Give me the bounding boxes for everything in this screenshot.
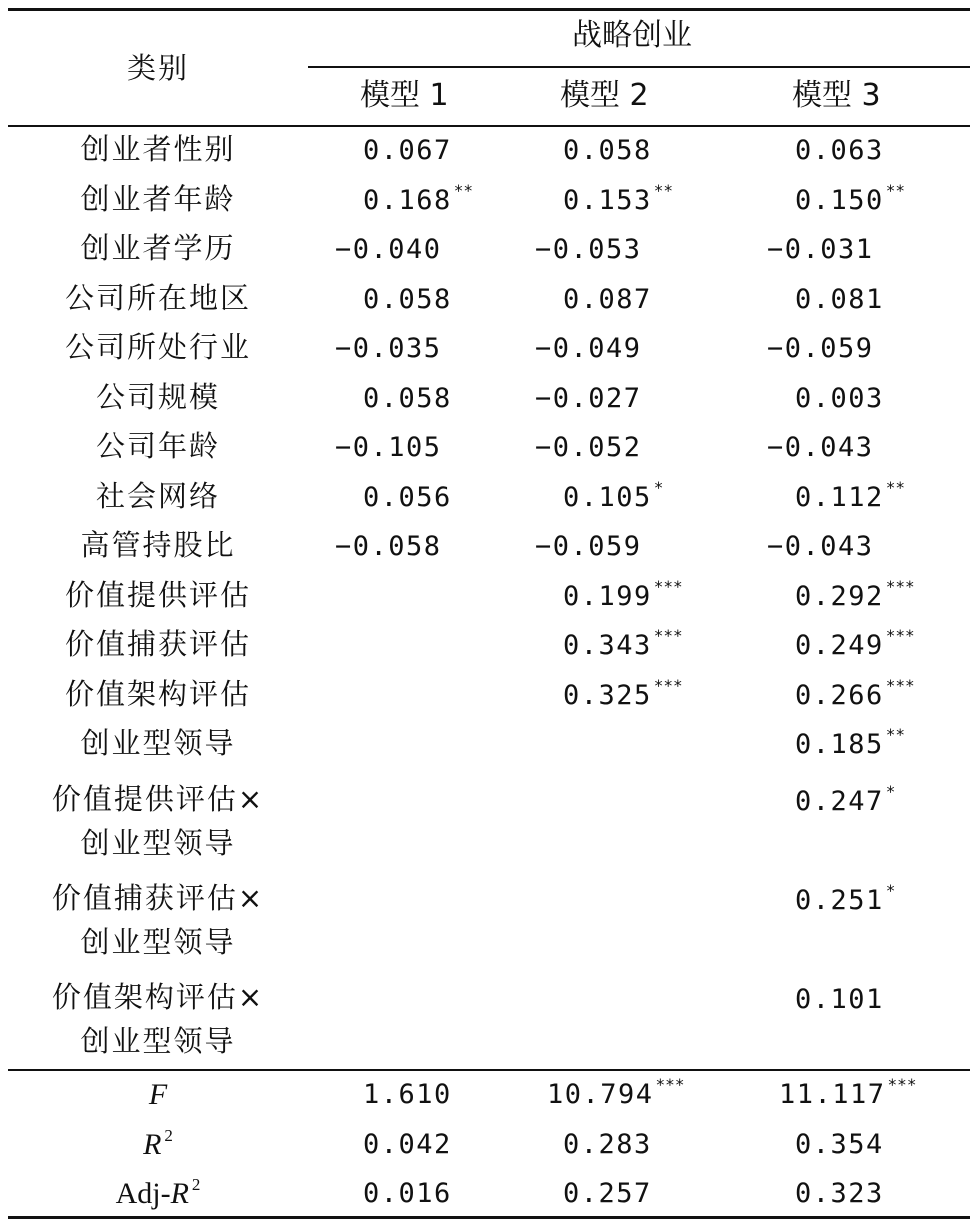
coefficient-value: 0.058 — [363, 383, 452, 414]
coefficient-value: −0.040 — [335, 234, 442, 265]
table-cell — [363, 381, 452, 417]
coefficient-value: 0.354 — [795, 1129, 884, 1160]
table-cell — [535, 381, 642, 417]
table-cell — [767, 232, 874, 268]
coefficient-value: 0.081 — [795, 284, 884, 315]
table-cell — [363, 480, 452, 516]
coefficient-value: 0.266 — [795, 680, 884, 711]
table-cell — [335, 529, 442, 565]
coefficient-value: −0.027 — [535, 383, 642, 414]
coefficient-value: 0.292 — [795, 581, 884, 612]
group-rule — [308, 66, 970, 68]
row-label: 公司所处行业 — [64, 330, 251, 364]
row-label: 高管持股比 — [80, 528, 236, 562]
coefficient-value: −0.105 — [335, 432, 442, 463]
coefficient-value: −0.053 — [535, 234, 642, 265]
coefficient-value: −0.031 — [767, 234, 874, 265]
stat-label — [8, 1126, 308, 1167]
significance-marker: * — [653, 478, 664, 497]
significance-marker: ** — [885, 181, 906, 200]
table-cell — [535, 430, 642, 466]
table-cell — [795, 883, 895, 922]
stats-rule — [8, 1069, 970, 1071]
coefficient-value: 0.063 — [795, 135, 884, 166]
coefficient-value: 0.185 — [795, 729, 884, 760]
significance-marker: *** — [885, 577, 915, 596]
model-1-header: 模型 1 — [360, 78, 449, 113]
stat-cell — [779, 1077, 916, 1116]
coefficient-value: 0.003 — [795, 383, 884, 414]
table-cell — [335, 232, 442, 268]
coefficient-value: 0.058 — [563, 135, 652, 166]
row-label: 公司年龄 — [95, 429, 220, 463]
stat-label — [8, 1175, 308, 1216]
coefficient-value: −0.059 — [535, 531, 642, 562]
bottom-rule — [8, 1216, 970, 1219]
table-cell — [795, 480, 905, 519]
coefficient-value: 0.042 — [363, 1129, 452, 1160]
row-label: 社会网络 — [95, 479, 220, 513]
table-cell — [795, 784, 895, 823]
stat-superscript: 2 — [164, 1126, 173, 1145]
table-cell — [767, 331, 874, 367]
table-cell — [535, 331, 642, 367]
stat-cell — [363, 1176, 452, 1212]
header-bottom-rule — [8, 125, 970, 127]
coefficient-value: 0.199 — [563, 581, 652, 612]
stat-symbol: F — [148, 1078, 168, 1111]
coefficient-value: −0.058 — [335, 531, 442, 562]
table-cell — [795, 628, 915, 667]
coefficient-value: 10.794 — [547, 1079, 654, 1110]
row-label: 创业型领导 — [80, 1024, 236, 1058]
coefficient-value: 0.323 — [795, 1178, 884, 1209]
coefficient-value: 0.016 — [363, 1178, 452, 1209]
row-label: 创业型领导 — [80, 826, 236, 860]
stat-cell — [563, 1127, 652, 1163]
coefficient-value: −0.043 — [767, 432, 874, 463]
row-label: 创业型领导 — [80, 925, 236, 959]
row-label: 价值捕获评估× — [51, 881, 265, 915]
stat-symbol: R — [143, 1128, 162, 1161]
stat-label — [8, 1076, 308, 1113]
significance-marker: *** — [885, 626, 915, 645]
significance-marker: *** — [885, 676, 915, 695]
table-cell — [795, 381, 884, 417]
table-cell — [363, 133, 452, 169]
coefficient-value: 0.067 — [363, 135, 452, 166]
table-cell — [795, 183, 905, 222]
stat-prefix: Adj- — [115, 1177, 171, 1210]
row-label: 价值捕获评估 — [64, 627, 251, 661]
row-label: 价值提供评估× — [51, 782, 265, 816]
table-cell — [795, 982, 884, 1018]
table-cell — [335, 331, 442, 367]
table-cell — [363, 183, 473, 222]
table-cell — [795, 727, 905, 766]
coefficient-value: 0.257 — [563, 1178, 652, 1209]
table-cell — [563, 480, 663, 519]
table-cell — [795, 678, 915, 717]
coefficient-value: −0.052 — [535, 432, 642, 463]
stat-superscript: 2 — [191, 1175, 201, 1194]
table-cell — [795, 282, 884, 318]
significance-marker: *** — [887, 1075, 917, 1094]
coefficient-value: 0.247 — [795, 786, 884, 817]
model-3-header: 模型 3 — [792, 78, 881, 113]
row-label: 创业者性别 — [80, 132, 236, 166]
table-cell — [535, 232, 642, 268]
significance-marker: ** — [653, 181, 674, 200]
stat-cell — [547, 1077, 684, 1116]
coefficient-value: 11.117 — [779, 1079, 886, 1110]
significance-marker: *** — [653, 676, 683, 695]
significance-marker: *** — [653, 626, 683, 645]
significance-marker: * — [885, 881, 896, 900]
coefficient-value: 0.112 — [795, 482, 884, 513]
coefficient-value: 1.610 — [363, 1079, 452, 1110]
table-cell — [535, 529, 642, 565]
stat-cell — [795, 1176, 884, 1212]
coefficient-value: 0.101 — [795, 984, 884, 1015]
row-label: 创业者年龄 — [80, 182, 236, 216]
coefficient-value: 0.105 — [563, 482, 652, 513]
top-rule — [8, 8, 970, 11]
table-cell — [563, 579, 683, 618]
coefficient-value: −0.059 — [767, 333, 874, 364]
stat-cell — [363, 1127, 452, 1163]
table-cell — [363, 282, 452, 318]
row-header: 类别 — [126, 51, 189, 85]
coefficient-value: 0.058 — [363, 284, 452, 315]
row-label: 公司所在地区 — [64, 281, 251, 315]
model-2-header: 模型 2 — [560, 78, 649, 113]
coefficient-value: −0.035 — [335, 333, 442, 364]
coefficient-value: −0.049 — [535, 333, 642, 364]
table-cell — [563, 133, 652, 169]
coefficient-value: 0.251 — [795, 885, 884, 916]
coefficient-value: 0.249 — [795, 630, 884, 661]
stat-cell — [363, 1077, 452, 1113]
table-cell — [795, 133, 884, 169]
coefficient-value: 0.325 — [563, 680, 652, 711]
coefficient-value: −0.043 — [767, 531, 874, 562]
table-cell — [335, 430, 442, 466]
row-label: 创业者学历 — [80, 231, 236, 265]
table-cell — [767, 430, 874, 466]
coefficient-value: 0.283 — [563, 1129, 652, 1160]
stat-cell — [563, 1176, 652, 1212]
table-cell — [563, 678, 683, 717]
coefficient-value: 0.168 — [363, 185, 452, 216]
row-label: 价值架构评估× — [51, 980, 265, 1014]
row-label: 价值架构评估 — [64, 677, 251, 711]
significance-marker: *** — [653, 577, 683, 596]
row-label: 创业型领导 — [80, 726, 236, 760]
significance-marker: ** — [885, 725, 906, 744]
coefficient-value: 0.056 — [363, 482, 452, 513]
table-cell — [795, 579, 915, 618]
significance-marker: * — [885, 782, 896, 801]
group-header: 战略创业 — [572, 18, 692, 53]
stat-symbol: R — [170, 1177, 189, 1210]
table-cell — [563, 183, 673, 222]
table-cell — [767, 529, 874, 565]
significance-marker: ** — [453, 181, 474, 200]
stat-cell — [795, 1127, 884, 1163]
significance-marker: *** — [655, 1075, 685, 1094]
row-label: 公司规模 — [95, 380, 220, 414]
row-label: 价值提供评估 — [64, 578, 251, 612]
table-cell — [563, 628, 683, 667]
coefficient-value: 0.150 — [795, 185, 884, 216]
coefficient-value: 0.087 — [563, 284, 652, 315]
table-cell — [563, 282, 652, 318]
coefficient-value: 0.343 — [563, 630, 652, 661]
coefficient-value: 0.153 — [563, 185, 652, 216]
significance-marker: ** — [885, 478, 906, 497]
